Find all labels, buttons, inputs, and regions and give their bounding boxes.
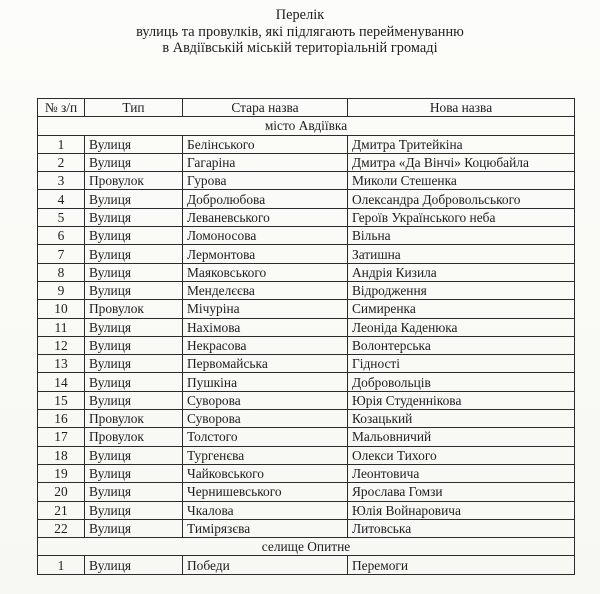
cell-number: 14 [38,373,85,391]
table-row [38,446,575,464]
cell-new-name: Перемоги [348,556,575,574]
cell-type: Вулиця [85,464,183,482]
table-row [38,428,575,446]
cell-new-name: Дмитра Тритейкіна [348,135,575,153]
cell-old-name: Добролюбова [183,190,348,208]
table-row [38,135,575,153]
cell-number: 11 [38,318,85,336]
cell-old-name: Первомайська [183,355,348,373]
table-row [38,190,575,208]
section-title-city: місто Авдіївка [38,117,575,135]
section-row-village [38,538,575,556]
cell-number: 13 [38,355,85,373]
cell-new-name: Мальовничий [348,428,575,446]
cell-old-name: Победи [183,556,348,574]
cell-type: Провулок [85,410,183,428]
header-number: № з/п [38,99,85,117]
cell-type: Провулок [85,300,183,318]
cell-new-name: Миколи Стешенка [348,172,575,190]
cell-type: Вулиця [85,281,183,299]
table-row [38,336,575,354]
cell-type: Вулиця [85,245,183,263]
cell-old-name: Леваневського [183,208,348,226]
cell-type: Вулиця [85,501,183,519]
cell-old-name: Суворова [183,391,348,409]
cell-old-name: Суворова [183,410,348,428]
header-type: Тип [85,99,183,117]
cell-old-name: Толстого [183,428,348,446]
cell-number: 21 [38,501,85,519]
cell-new-name: Андрія Кизила [348,263,575,281]
table-row [38,556,575,574]
cell-number: 6 [38,227,85,245]
cell-old-name: Чайковського [183,464,348,482]
cell-type: Вулиця [85,483,183,501]
table-row [38,464,575,482]
table-row [38,172,575,190]
cell-old-name: Гагаріна [183,153,348,171]
cell-old-name: Некрасова [183,336,348,354]
cell-old-name: Гурова [183,172,348,190]
cell-number: 1 [38,135,85,153]
table-row [38,318,575,336]
cell-new-name: Леонтовича [348,464,575,482]
table-row [38,501,575,519]
cell-old-name: Тимірязєва [183,519,348,537]
cell-new-name: Добровольців [348,373,575,391]
cell-old-name: Мічуріна [183,300,348,318]
table-row [38,263,575,281]
cell-old-name: Ломоносова [183,227,348,245]
cell-old-name: Белінського [183,135,348,153]
cell-type: Вулиця [85,263,183,281]
cell-type: Вулиця [85,208,183,226]
cell-old-name: Нахімова [183,318,348,336]
cell-number: 8 [38,263,85,281]
cell-number: 16 [38,410,85,428]
header-old-name: Стара назва [183,99,348,117]
cell-number: 19 [38,464,85,482]
cell-number: 4 [38,190,85,208]
cell-number: 20 [38,483,85,501]
cell-number: 18 [38,446,85,464]
cell-new-name: Ярослава Гомзи [348,483,575,501]
table-row [38,281,575,299]
table-header-row [38,99,575,117]
table-body [38,117,575,574]
cell-new-name: Козацький [348,410,575,428]
cell-type: Вулиця [85,373,183,391]
cell-number: 5 [38,208,85,226]
cell-old-name: Менделєєва [183,281,348,299]
cell-type: Вулиця [85,355,183,373]
cell-type: Вулиця [85,556,183,574]
cell-type: Вулиця [85,227,183,245]
street-rename-table [37,98,575,575]
table-row [38,391,575,409]
table-row [38,410,575,428]
cell-number: 7 [38,245,85,263]
cell-new-name: Волонтерська [348,336,575,354]
cell-type: Вулиця [85,153,183,171]
heading-subtitle-line2: в Авдіївській міській територіальній громаді [162,40,438,56]
heading-title: Перелік [275,7,325,23]
cell-new-name: Затишна [348,245,575,263]
cell-number: 2 [38,153,85,171]
cell-number: 9 [38,281,85,299]
cell-type: Вулиця [85,135,183,153]
table-row [38,355,575,373]
cell-new-name: Юлія Войнаровича [348,501,575,519]
cell-number: 15 [38,391,85,409]
section-title-village: селище Опитне [38,538,575,556]
cell-new-name: Олександра Добровольського [348,190,575,208]
cell-old-name: Лермонтова [183,245,348,263]
cell-type: Вулиця [85,318,183,336]
cell-number: 17 [38,428,85,446]
cell-new-name: Вільна [348,227,575,245]
table-row [38,483,575,501]
table-row [38,227,575,245]
cell-number: 1 [38,556,85,574]
cell-new-name: Литовська [348,519,575,537]
cell-new-name: Гідності [348,355,575,373]
cell-type: Вулиця [85,519,183,537]
cell-new-name: Героїв Українського неба [348,208,575,226]
table-row [38,208,575,226]
section-row-city [38,117,575,135]
heading-subtitle-line1: вулиць та провулків, які підлягають перейменуванню [136,23,464,40]
cell-old-name: Чкалова [183,501,348,519]
cell-type: Вулиця [85,190,183,208]
document-heading [0,7,600,57]
table-row [38,373,575,391]
cell-new-name: Симиренка [348,300,575,318]
cell-old-name: Маяковського [183,263,348,281]
cell-number: 10 [38,300,85,318]
cell-type: Провулок [85,428,183,446]
cell-old-name: Тургенєва [183,446,348,464]
cell-new-name: Леоніда Каденюка [348,318,575,336]
cell-number: 12 [38,336,85,354]
cell-type: Вулиця [85,446,183,464]
cell-type: Вулиця [85,336,183,354]
cell-number: 3 [38,172,85,190]
cell-type: Вулиця [85,391,183,409]
cell-new-name: Дмитра «Да Вінчі» Коцюбайла [348,153,575,171]
cell-new-name: Відродження [348,281,575,299]
table-row [38,300,575,318]
cell-type: Провулок [85,172,183,190]
cell-old-name: Чернишевського [183,483,348,501]
cell-number: 22 [38,519,85,537]
cell-new-name: Юрія Студеннікова [348,391,575,409]
table-row [38,245,575,263]
header-new-name: Нова назва [348,99,575,117]
table-row [38,153,575,171]
cell-old-name: Пушкіна [183,373,348,391]
table-row [38,519,575,537]
cell-new-name: Олекси Тихого [348,446,575,464]
